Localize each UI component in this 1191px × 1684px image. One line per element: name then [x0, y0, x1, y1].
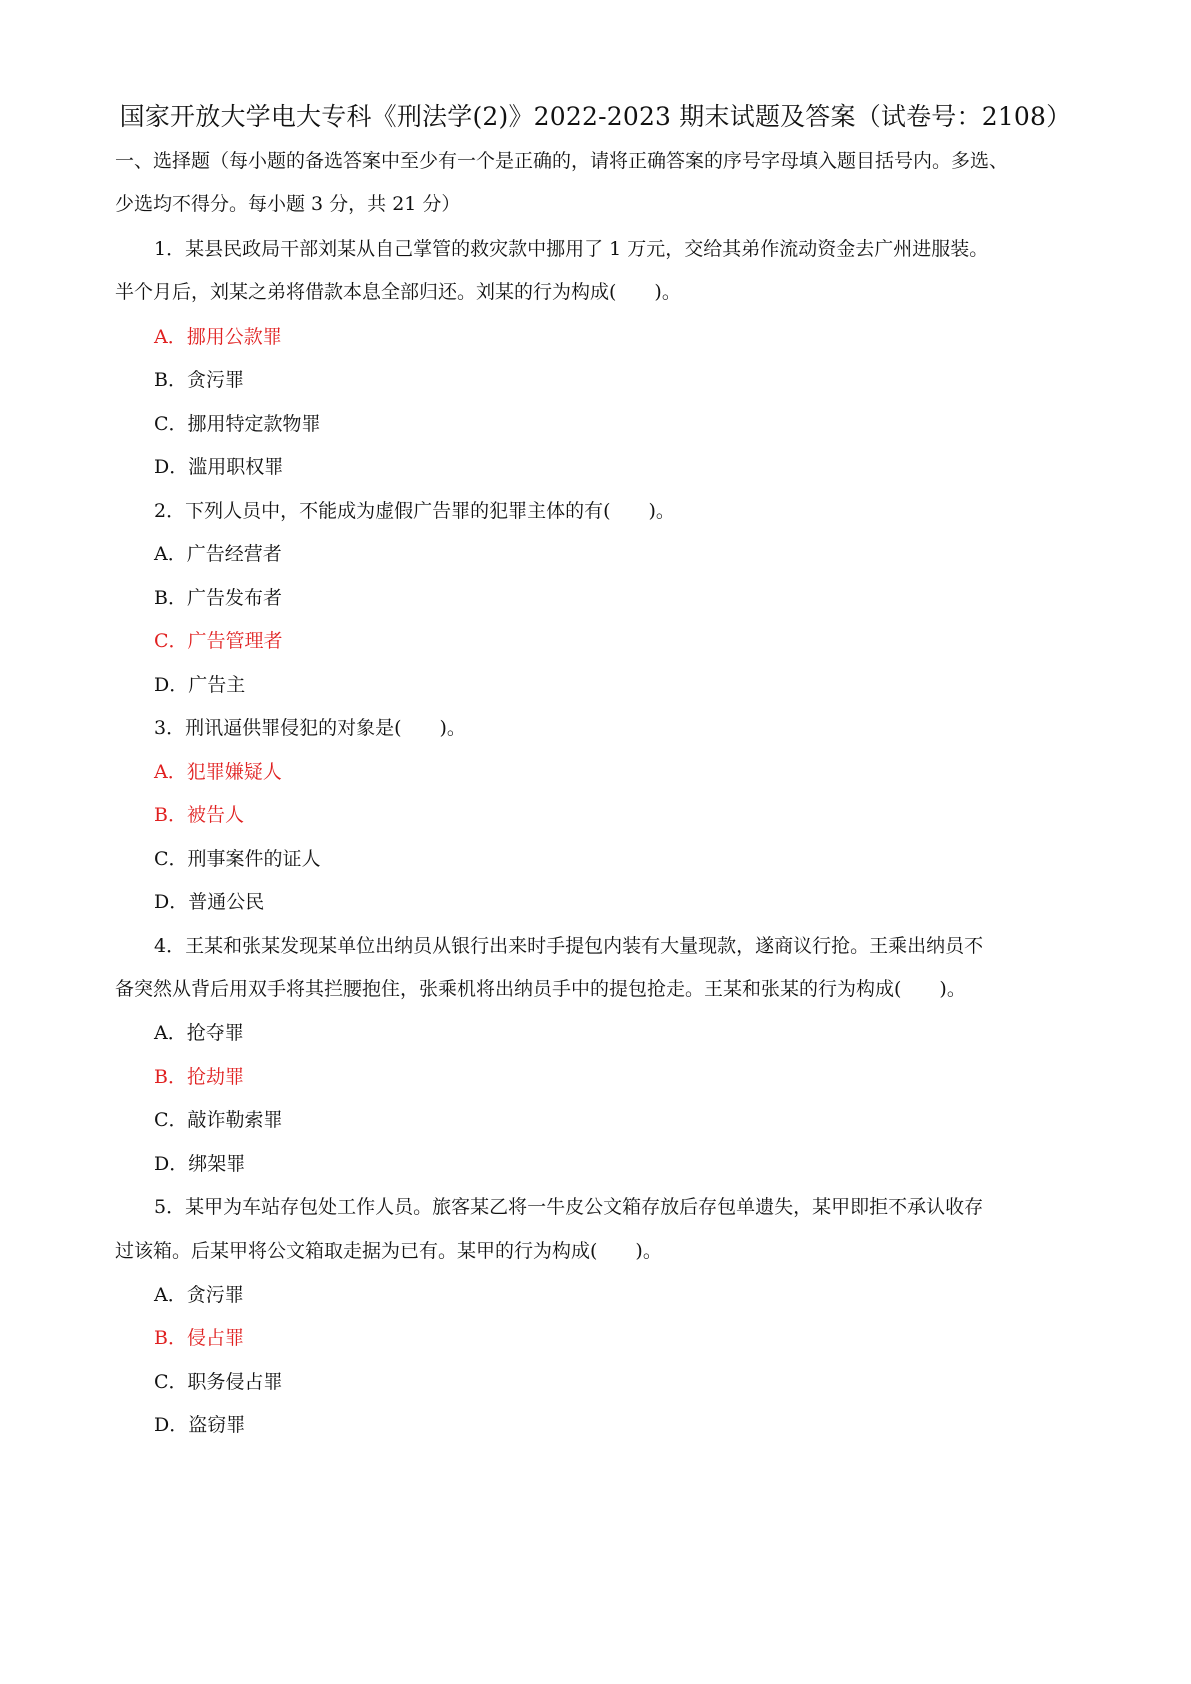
question-2-option-c: C．广告管理者 — [154, 630, 283, 652]
question-2-option-a: A．广告经营者 — [154, 543, 282, 565]
question-1-stem-line-2: 半个月后，刘某之弟将借款本息全部归还。刘某的行为构成( )。 — [115, 281, 681, 303]
question-1-stem-line-1: 1．某县民政局干部刘某从自己掌管的救灾款中挪用了 1 万元，交给其弟作流动资金去广州进服装。 — [154, 238, 989, 260]
question-1-option-a: A．挪用公款罪 — [154, 326, 282, 348]
question-4-stem-line-2: 备突然从背后用双手将其拦腰抱住，张乘机将出纳员手中的提包抢走。王某和张某的行为构成( )。 — [115, 978, 966, 1000]
question-4-option-b: B．抢劫罪 — [154, 1066, 244, 1088]
question-1-option-b: B．贪污罪 — [154, 369, 244, 391]
question-3-stem: 3．刑讯逼供罪侵犯的对象是( )。 — [154, 717, 466, 739]
question-3-option-a: A．犯罪嫌疑人 — [154, 761, 282, 783]
question-2-option-b: B．广告发布者 — [154, 587, 282, 609]
question-5-option-a: A．贪污罪 — [154, 1284, 244, 1306]
question-5-option-b: B．侵占罪 — [154, 1327, 244, 1349]
question-1-option-d: D．滥用职权罪 — [154, 456, 284, 478]
section-heading-line-1: 一、选择题（每小题的备选答案中至少有一个是正确的，请将正确答案的序号字母填入题目括号内。多选、 — [115, 150, 1009, 172]
section-heading-line-2: 少选均不得分。每小题 3 分，共 21 分） — [115, 193, 461, 215]
document-title: 国家开放大学电大专科《刑法学(2)》2022-2023 期末试题及答案（试卷号：2108） — [119, 102, 1072, 131]
question-3-option-b: B．被告人 — [154, 804, 244, 826]
question-2-stem: 2．下列人员中，不能成为虚假广告罪的犯罪主体的有( )。 — [154, 500, 675, 522]
question-1-option-c: C．挪用特定款物罪 — [154, 413, 321, 435]
question-5-option-c: C．职务侵占罪 — [154, 1371, 283, 1393]
question-4-option-a: A．抢夺罪 — [154, 1022, 244, 1044]
question-3-option-c: C．刑事案件的证人 — [154, 848, 321, 870]
question-2-option-d: D．广告主 — [154, 674, 246, 696]
question-4-stem-line-1: 4．王某和张某发现某单位出纳员从银行出来时手提包内装有大量现款，遂商议行抢。王乘出纳员不 — [154, 935, 984, 957]
question-5-option-d: D．盗窃罪 — [154, 1414, 246, 1436]
question-4-option-d: D．绑架罪 — [154, 1153, 246, 1175]
question-5-stem-line-1: 5．某甲为车站存包处工作人员。旅客某乙将一牛皮公文箱存放后存包单遗失，某甲即拒不承认收存 — [154, 1196, 984, 1218]
question-4-option-c: C．敲诈勒索罪 — [154, 1109, 283, 1131]
question-5-stem-line-2: 过该箱。后某甲将公文箱取走据为已有。某甲的行为构成( )。 — [115, 1240, 662, 1262]
question-3-option-d: D．普通公民 — [154, 891, 265, 913]
